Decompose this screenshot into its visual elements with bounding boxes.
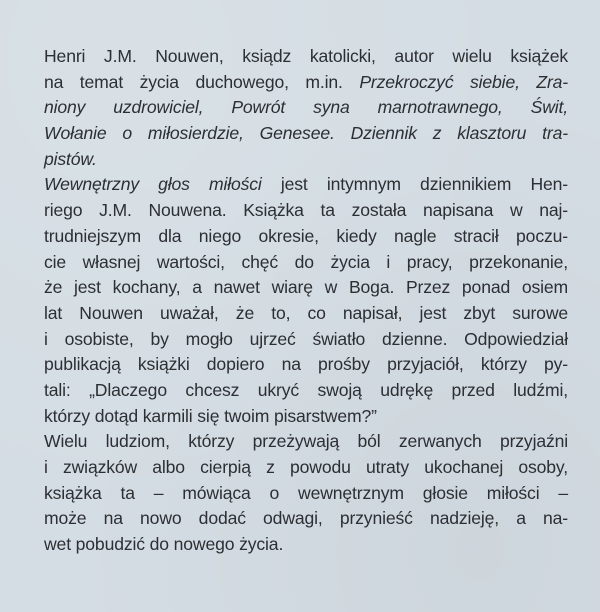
text-segment: cie własnej wartości, chęć do życia i pracy, przekonanie,	[44, 251, 569, 272]
text-segment: jest intymnym dziennikiem Hen-	[261, 174, 569, 195]
book-title-italic: pistów.	[44, 148, 97, 169]
text-line	[44, 532, 568, 558]
text-line	[44, 301, 568, 327]
text-segment: i osobiste, by mogło ujrzeć światło dzienne. Odpowiedział	[44, 328, 568, 349]
text-line	[44, 481, 568, 507]
text-segment: że jest kochany, a nawet wiarę w Boga. Przez ponad osiem	[44, 277, 569, 298]
text-line	[44, 224, 568, 250]
book-description-paragraph	[44, 172, 568, 429]
quote-text: którzy dotąd karmili się twoim pisarstwem?”	[44, 405, 377, 426]
book-title-italic: Wewnętrzny głos miłości	[44, 174, 262, 195]
text-line	[44, 95, 568, 121]
text-line	[44, 147, 568, 173]
back-cover-text	[44, 44, 568, 558]
text-line	[44, 70, 568, 96]
text-segment: lat Nouwen uważał, że to, co napisał, jest zbyt surowe	[44, 302, 569, 323]
text-segment: Henri J.M. Nouwen, ksiądz katolicki, autor wielu książek	[44, 46, 569, 66]
text-segment: wet pobudzić do nowego życia.	[44, 534, 284, 555]
quote-text: tali: „Dlaczego chcesz ukryć swoją udrękę przed ludźmi,	[44, 379, 568, 400]
text-line	[44, 455, 568, 481]
book-title-italic: Przekroczyć siebie, Zra-	[359, 71, 568, 92]
text-line	[44, 275, 568, 301]
closing-paragraph	[44, 429, 568, 557]
text-segment: na temat życia duchowego, m.in.	[44, 71, 360, 92]
text-line	[44, 198, 568, 224]
text-line	[44, 327, 568, 353]
text-line	[44, 121, 568, 147]
text-line	[44, 352, 568, 378]
text-segment: trudniejszym dla niego okresie, kiedy nagle stracił poczu-	[44, 225, 568, 246]
text-line	[44, 172, 568, 198]
text-segment: i związków albo cierpią z powodu utraty ukochanej osoby,	[44, 457, 568, 477]
text-segment: riego J.M. Nouwena. Książka ta została napisana w naj-	[44, 200, 568, 221]
author-bio-paragraph	[44, 44, 568, 172]
text-line	[44, 44, 568, 70]
text-segment: Wielu ludziom, którzy przeżywają ból zerwanych przyjaźni	[44, 431, 569, 452]
text-line	[44, 250, 568, 276]
text-segment: książka ta – mówiąca o wewnętrznym głosie miłości –	[44, 482, 568, 503]
text-segment: może na nowo dodać odwagi, przynieść nadzieję, a na-	[44, 508, 569, 529]
text-line	[44, 429, 568, 455]
text-segment: publikacją książki dopiero na prośby przyjaciół, którzy py-	[44, 354, 568, 375]
text-line	[44, 506, 568, 532]
text-line	[44, 378, 568, 404]
book-title-italic: niony uzdrowiciel, Powrót syna marnotrawnego, Świt,	[44, 97, 568, 118]
text-line	[44, 404, 568, 430]
book-title-italic: Wołanie o miłosierdzie, Genesee. Dziennik z klasztoru tra-	[44, 123, 568, 144]
